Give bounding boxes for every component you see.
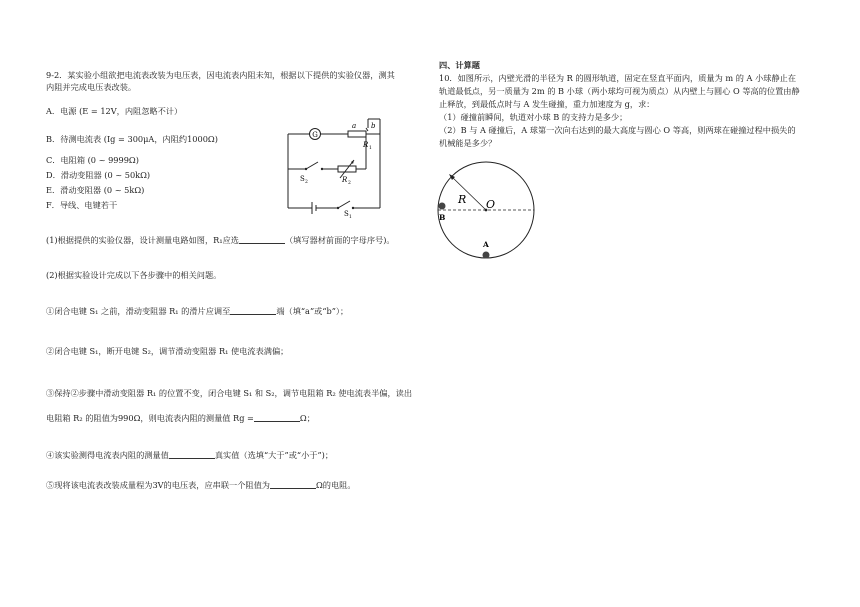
label-r1-sub: 1 xyxy=(369,146,372,151)
option-b: B．待测电流表 (Ig = 300μA，内阻约1000Ω) xyxy=(46,134,218,144)
option-a: A．电源 (E = 12V，内阻忽略不计） xyxy=(46,106,183,116)
option-f: F．导线、电键若干 xyxy=(46,200,118,210)
step-1-after: 端（填“a”或“b”）； xyxy=(276,306,349,316)
answer-blank-compare[interactable] xyxy=(169,450,215,459)
label-a: a xyxy=(352,122,357,130)
answer-blank-r1[interactable] xyxy=(239,235,285,244)
step-2: ②闭合电键 S₁，断开电键 S₂，调节滑动变阻器 R₁ 使电流表满偏； xyxy=(46,346,289,356)
label-s2-sub: 2 xyxy=(305,180,308,185)
ball-a-label: A xyxy=(483,240,489,249)
answer-blank-slider[interactable] xyxy=(230,306,276,315)
circuit-diagram xyxy=(280,112,390,218)
q1-text xyxy=(46,235,395,245)
label-r1: R xyxy=(363,141,369,149)
step-4-before: ④该实验测得电流表内阻的测量值 xyxy=(46,450,169,460)
s2-switch xyxy=(306,162,318,169)
q10-sub-2-line-1: （2）B 与 A 碰撞后，A 球第一次向右达到的最大高度与圆心 O 等高，则两球在碰撞过程中损失的 xyxy=(439,125,796,135)
q10-line-1: 10．如图所示，内壁光滑的半径为 R 的圆形轨道，固定在竖直平面内，质量为 m 的 A 小球静止在 xyxy=(439,73,797,83)
step-5-after: Ω的电阻。 xyxy=(316,480,356,490)
label-s1-sub: 1 xyxy=(349,215,352,218)
label-s1: S xyxy=(344,210,349,218)
q1-before: (1)根据提供的实验仪器，设计测量电路如图，R₁应选 xyxy=(46,235,239,245)
q10-sub-2-line-2: 机械能是多少？ xyxy=(439,138,497,148)
intro-line-1: 9-2．某实验小组欲把电流表改装为电压表，因电流表内阻未知，根据以下提供的实验仪器，测其 xyxy=(46,70,395,80)
answer-blank-resistor[interactable] xyxy=(270,480,316,489)
step-3-line-2 xyxy=(46,413,315,423)
step-1 xyxy=(46,306,348,316)
step-4-after: 真实值（选填“大于”或“小于”)； xyxy=(214,450,334,460)
option-c: C．电阻箱 (0 ~ 9999Ω) xyxy=(46,155,139,165)
center-label: O xyxy=(486,198,496,211)
label-b: b xyxy=(371,122,376,130)
q10-line-2: 轨道最低点，另一质量为 2m 的 B 小球（两小球均可视为质点）从内壁上与圆心 O 等高的位置由静 xyxy=(439,86,800,96)
option-e: E．滑动变阻器 (0 ~ 5kΩ) xyxy=(46,185,145,195)
radius-label: R xyxy=(458,193,467,206)
ball-b-label: B xyxy=(439,213,446,222)
step-3-line-1: ③保持②步骤中滑动变阻器 R₁ 的位置不变，闭合电键 S₁ 和 S₂，调节电阻箱 R₂ 使电流表半偏，读出 xyxy=(46,388,413,398)
label-s2: S xyxy=(300,175,305,183)
circular-track-figure xyxy=(430,158,540,268)
ball-b-icon xyxy=(439,203,446,210)
step-4 xyxy=(46,450,333,460)
label-r2-sub: 2 xyxy=(348,181,351,186)
radius-line xyxy=(451,176,486,210)
s1-switch xyxy=(338,201,350,208)
step-5 xyxy=(46,480,356,490)
section-heading: 四、计算题 xyxy=(439,60,480,70)
answer-blank-rg[interactable] xyxy=(254,413,300,422)
r1-resistor xyxy=(348,131,366,137)
q1-after: （填写器材前面的字母序号)。 xyxy=(284,235,395,245)
meter-label: G xyxy=(312,131,318,139)
intro-line-2: 内阻并完成电压表改装。 xyxy=(46,82,137,92)
step-5-before: ⑤现将该电流表改装成量程为3V的电压表，应串联一个阻值为 xyxy=(46,480,270,490)
ball-a-icon xyxy=(483,252,490,259)
step-1-before: ①闭合电键 S₁ 之前，滑动变阻器 R₁ 的滑片应调至 xyxy=(46,306,231,316)
q10-line-3: 止释放，到最低点时与 A 发生碰撞，重力加速度为 g，求： xyxy=(439,99,655,109)
q10-sub-1: （1）碰撞前瞬间，轨道对小球 B 的支持力是多少； xyxy=(439,112,628,122)
q2-text: (2)根据实验设计完成以下各步骤中的相关问题。 xyxy=(46,270,222,280)
step-3-after: Ω； xyxy=(299,413,315,423)
step-3-before: 电阻箱 R₂ 的阻值为990Ω，则电流表内阻的测量值 Rg = xyxy=(46,413,254,423)
label-r2: R xyxy=(342,176,348,184)
option-d: D．滑动变阻器 (0 ~ 50kΩ) xyxy=(46,170,151,180)
